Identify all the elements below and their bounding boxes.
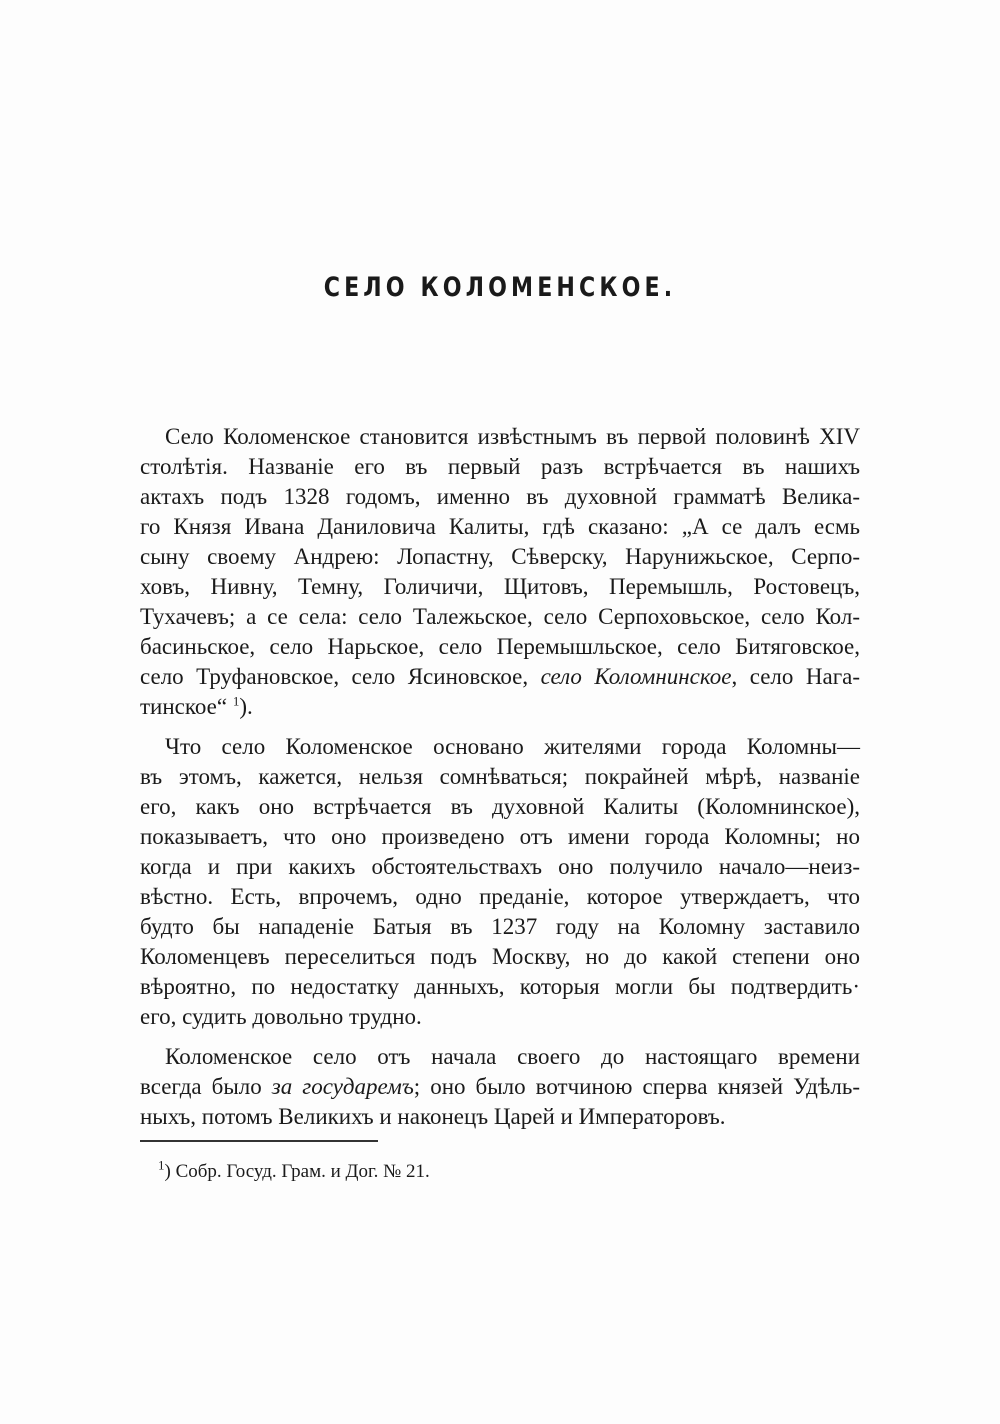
text-line: показываетъ, что оно произведено отъ имени города Коломны; но — [140, 824, 860, 849]
text-segment: тинское“ — [140, 694, 233, 719]
text-line: сыну своему Андрею: Лопастну, Сѣверску, Нарунижьское, Серпо- — [140, 544, 860, 569]
italic-phrase: за государемъ — [271, 1074, 414, 1099]
text-line — [140, 662, 860, 692]
text-segment: ). — [239, 694, 253, 719]
text-line: Коломенцевъ переселиться подъ Москву, но до какой степени оно — [140, 944, 860, 969]
footnote — [158, 1157, 430, 1184]
text-line: вѣроятно, по недостатку данныхъ, которыя могли бы подтвердить· — [140, 974, 860, 999]
text-line: басиньское, село Нарьское, село Перемышльское, село Битяговское, — [140, 634, 860, 659]
text-segment: село Труфановское, село Ясиновское, — [140, 664, 541, 689]
text-line: Что село Коломенское основано жителями города Коломны— — [165, 734, 860, 759]
footnote-reference: 1 — [232, 693, 240, 709]
text-segment: всегда было — [140, 1074, 272, 1099]
text-line — [140, 1072, 860, 1102]
text-line: столѣтія. Названіе его въ первый разъ встрѣчается въ нашихъ — [140, 454, 860, 479]
text-line: когда и при какихъ обстоятельствахъ оно получило начало—неиз- — [140, 854, 860, 879]
italic-place-name: село Коломнинское — [540, 664, 732, 689]
text-line: Село Коломенское становится извѣстнымъ въ первой половинѣ XIV — [165, 424, 860, 449]
footnote-divider — [140, 1140, 378, 1142]
text-line: го Князя Ивана Даниловича Калиты, гдѣ сказано: „А се далъ есмь — [140, 514, 860, 539]
chapter-title: СЕЛО КОЛОМЕНСКОЕ. — [323, 272, 677, 303]
text-line — [140, 692, 860, 722]
body-text — [140, 422, 860, 1132]
text-segment: , село Нага- — [731, 664, 860, 689]
text-line: актахъ подъ 1328 годомъ, именно въ духовной грамматѣ Велика- — [140, 484, 860, 509]
text-line: ховъ, Нивну, Темну, Голичичи, Щитовъ, Перемышль, Ростовецъ, — [140, 574, 860, 599]
text-line: его, судить довольно трудно. — [140, 1004, 422, 1029]
text-line: его, какъ оно встрѣчается въ духовной Калиты (Коломнинское), — [140, 794, 860, 819]
text-segment: ; оно было вотчиною сперва князей Удѣль- — [413, 1074, 860, 1099]
text-line: будто бы нападеніе Батыя въ 1237 году на Коломну заставило — [140, 914, 860, 939]
text-line: въ этомъ, кажется, нельзя сомнѣваться; покрайней мѣрѣ, названіе — [140, 764, 860, 789]
text-line: Коломенское село отъ начала своего до настоящаго времени — [165, 1044, 860, 1069]
text-line: вѣстно. Есть, впрочемъ, одно преданіе, которое утверждаетъ, что — [140, 884, 860, 909]
text-line: ныхъ, потомъ Великихъ и наконецъ Царей и Императоровъ. — [140, 1104, 726, 1129]
footnote-marker: 1 — [158, 1157, 165, 1173]
footnote-text: ) Собр. Госуд. Грам. и Дог. № 21. — [164, 1161, 430, 1182]
text-line: Тухачевъ; а се села: село Талежьское, село Серпоховьское, село Кол- — [140, 604, 860, 629]
